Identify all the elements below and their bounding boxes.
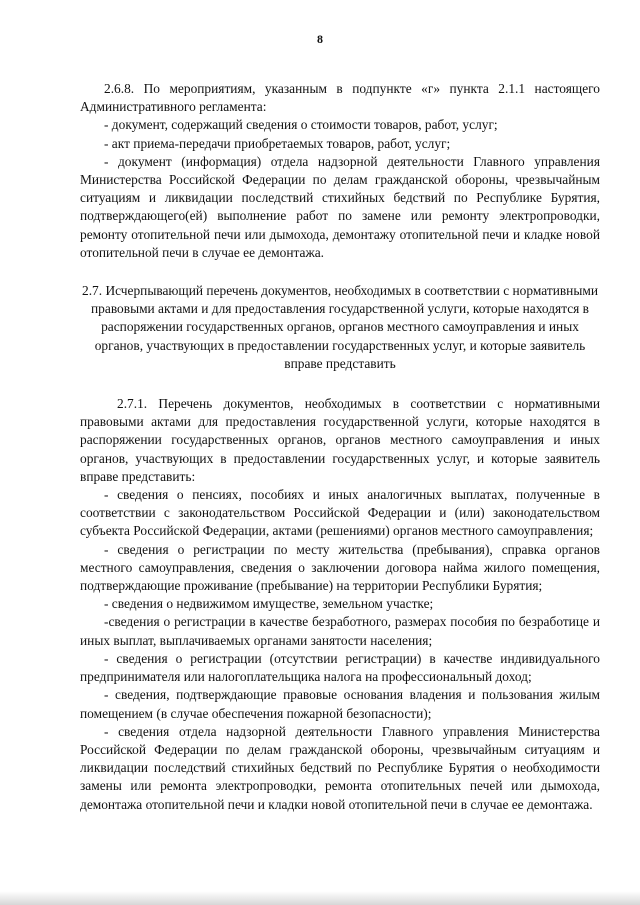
section-2-7-1-item: - сведения, подтверждающие правовые основания владения и пользования жилым помещением (в случае обеспечения пожарной безопасности); xyxy=(80,687,600,721)
section-2-7-1-item: - сведения о пенсиях, пособиях и иных аналогичных выплатах, полученные в соответствии с законодательством Российской Федерации и (или) законодательством субъекта Российской Федерации, актами (решениями) органов местного самоуправления; xyxy=(80,487,600,539)
section-2-7-1-item: - сведения отдела надзорной деятельности Главного управления Министерства Российской Федерации по делам гражданской обороны, чрезвычайным ситуациям и ликвидации последствий стихийных бедствий по Республике Бурятия о необходимости замены или ремонта электропроводки, ремонта отопительных печей или дымохода, демонтажа отопительной печи и кладки новой отопительной печи в случае ее демонтажа. xyxy=(80,723,600,812)
section-2-7-1-intro: 2.7.1. Перечень документов, необходимых в соответствии с нормативными правовыми актами для предоставления государственной услуги, которые находятся в распоряжении государственных органов, органов местного самоуправления и иных органов, участвующих в предоставлении государственных услуг, и которые заявитель вправе представить: xyxy=(80,396,600,484)
section-2-7-1-item: - сведения о регистрации по месту жительства (пребывания), справка органов местного самоуправления, сведения о заключении договора найма жилого помещения, подтверждающие проживание (пребывание) на территории Республики Бурятия; xyxy=(80,541,600,594)
section-2-6-8-intro: 2.6.8. По мероприятиям, указанным в подпункте «г» пункта 2.1.1 настоящего Административного регламента: xyxy=(80,81,600,115)
section-spacer xyxy=(80,262,600,282)
document-body xyxy=(80,80,600,814)
section-2-7-1-item: - сведения о недвижимом имуществе, земельном участке; xyxy=(104,596,434,612)
section-2-6-8-item: - документ, содержащий сведения о стоимости товаров, работ, услуг; xyxy=(104,117,498,133)
section-2-7-1-item: -сведения о регистрации в качестве безработного, размерах пособия по безработице и иных выплат, выплачиваемых органами занятости населения; xyxy=(80,614,600,648)
section-2-6-8-item: - документ (информация) отдела надзорной деятельности Главного управления Министерства Российской Федерации по делам гражданской обороны, чрезвычайным ситуациям и ликвидации последствий стихийных бедствий по Республике Бурятия, подтверждающего(ей) выполнение работ по замене или ремонту электропроводки, ремонту отопительной печи или дымохода, демонтажу отопительной печи и кладке новой отопительной печи в случае ее демонтажа. xyxy=(80,153,600,260)
scan-artifact-edge xyxy=(0,891,640,905)
section-2-7-heading: 2.7. Исчерпывающий перечень документов, необходимых в соответствии с нормативными правовыми актами и для предоставления государственной услуги, которые находятся в распоряжении государственных органов, органов местного самоуправления и иных органов, участвующих в предоставлении государственных услуг, и которые заявитель вправе представить xyxy=(82,283,598,371)
section-2-7-1-item: - сведения о регистрации (отсутствии регистрации) в качестве индивидуального предпринимателя или налогоплательщика налога на профессиональный доход; xyxy=(80,650,600,685)
page-number: 8 xyxy=(317,32,323,46)
section-spacer xyxy=(80,373,600,395)
section-2-6-8-item: - акт приема-передачи приобретаемых товаров, работ, услуг; xyxy=(104,135,451,151)
